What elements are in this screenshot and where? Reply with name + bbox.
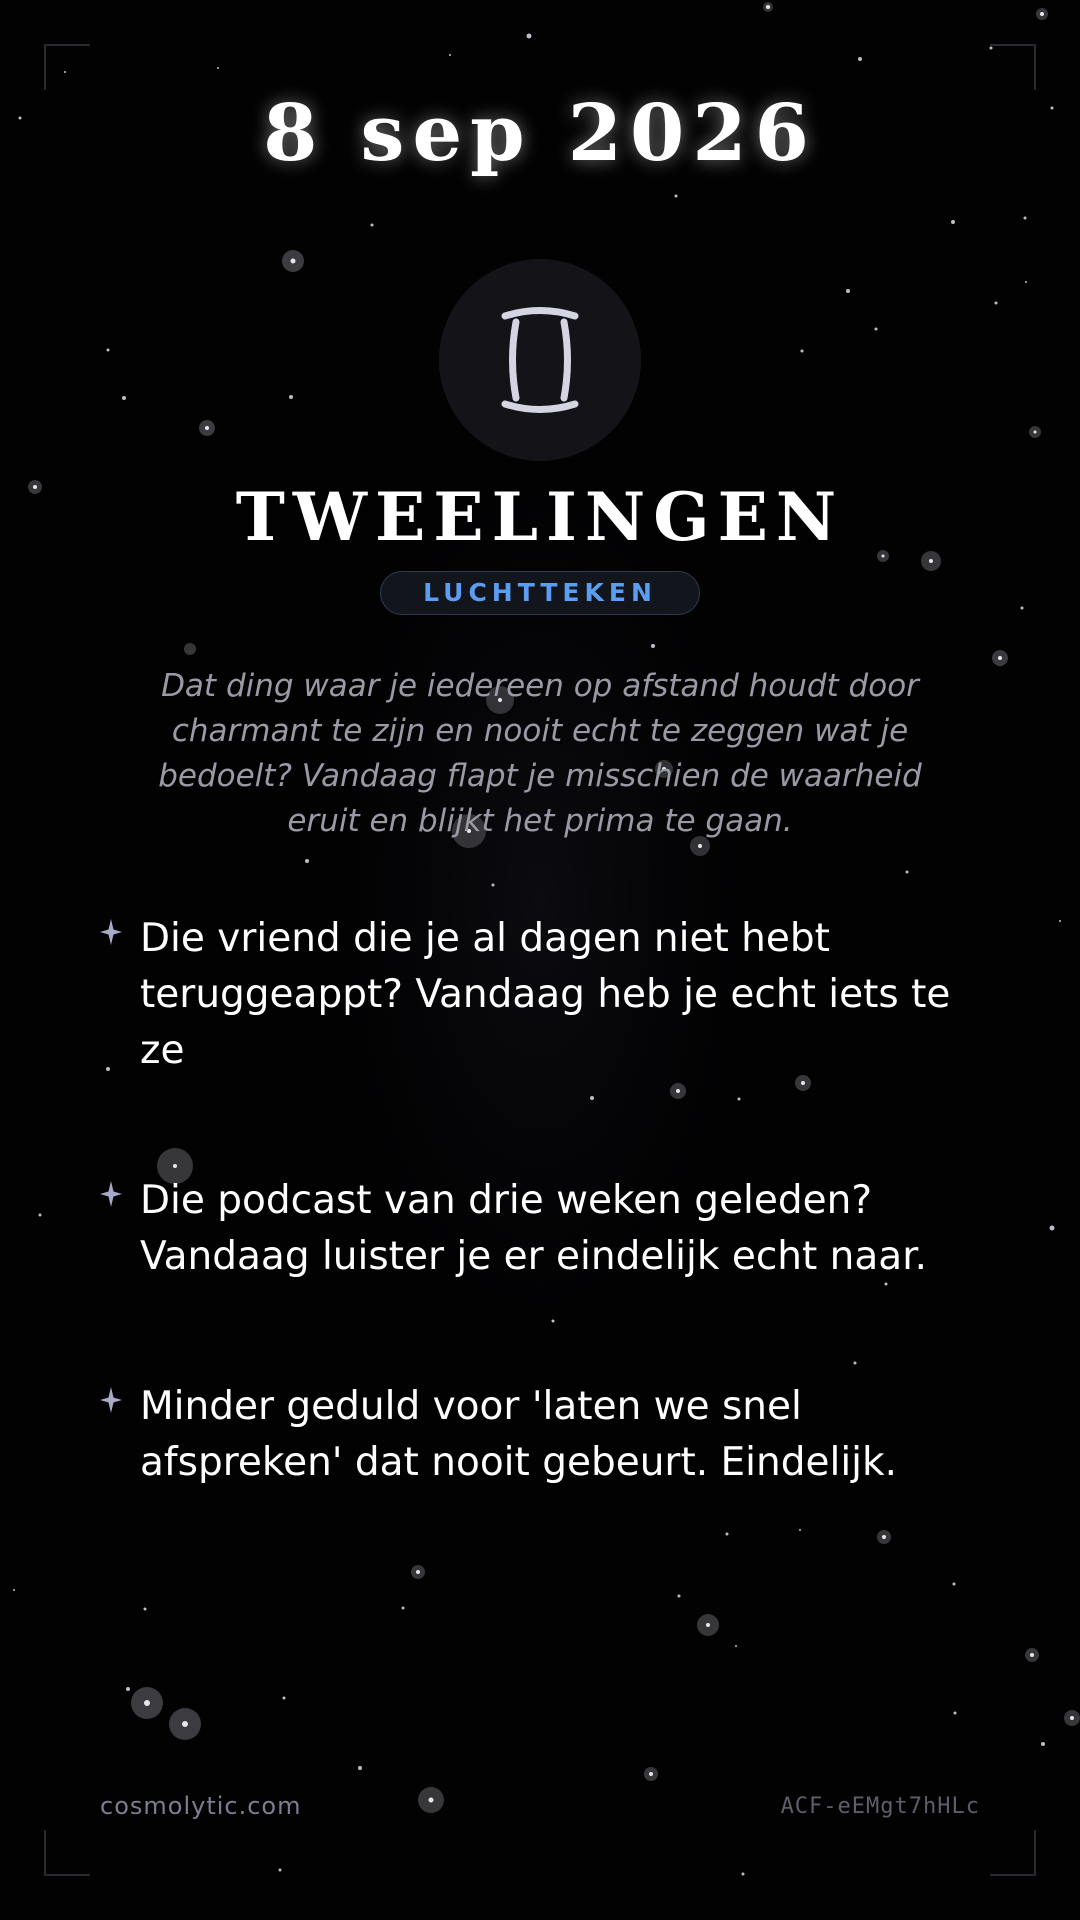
frame-corner-top-left <box>44 44 90 90</box>
footer-reference-code: ACF-eEMgt7hHLc <box>780 1794 980 1819</box>
frame-corner-bottom-right <box>990 1830 1036 1876</box>
sign-name: TWEELINGEN <box>235 478 845 556</box>
frame-corner-bottom-left <box>44 1830 90 1876</box>
frame-corner-top-right <box>990 44 1036 90</box>
sparkle-icon <box>98 1385 124 1415</box>
prediction-text: Die podcast van drie weken geleden? Vandaag luister je er eindelijk echt naar. <box>140 1178 928 1279</box>
prediction-text: Minder geduld voor 'laten we snel afspreken' dat nooit gebeurt. Eindelijk. <box>140 1384 897 1485</box>
date-heading: 8 sep 2026 <box>263 88 817 179</box>
element-badge: LUCHTTEKEN <box>380 571 700 615</box>
sign-emblem <box>439 259 641 461</box>
gemini-glyph-icon <box>439 259 641 461</box>
horoscope-quote: Dat ding waar je iedereen op afstand houdt door charmant te zijn en nooit echt te zeggen wat je bedoelt? Vandaag flapt je misschien de waarheid eruit en blijkt het prima te gaan. <box>158 668 922 839</box>
prediction-text: Die vriend die je al dagen niet hebt teruggeappt? Vandaag heb je echt iets te ze <box>140 916 951 1073</box>
footer-site-link[interactable]: cosmolytic.com <box>100 1792 302 1820</box>
sparkle-icon <box>98 1179 124 1209</box>
sparkle-icon <box>98 917 124 947</box>
